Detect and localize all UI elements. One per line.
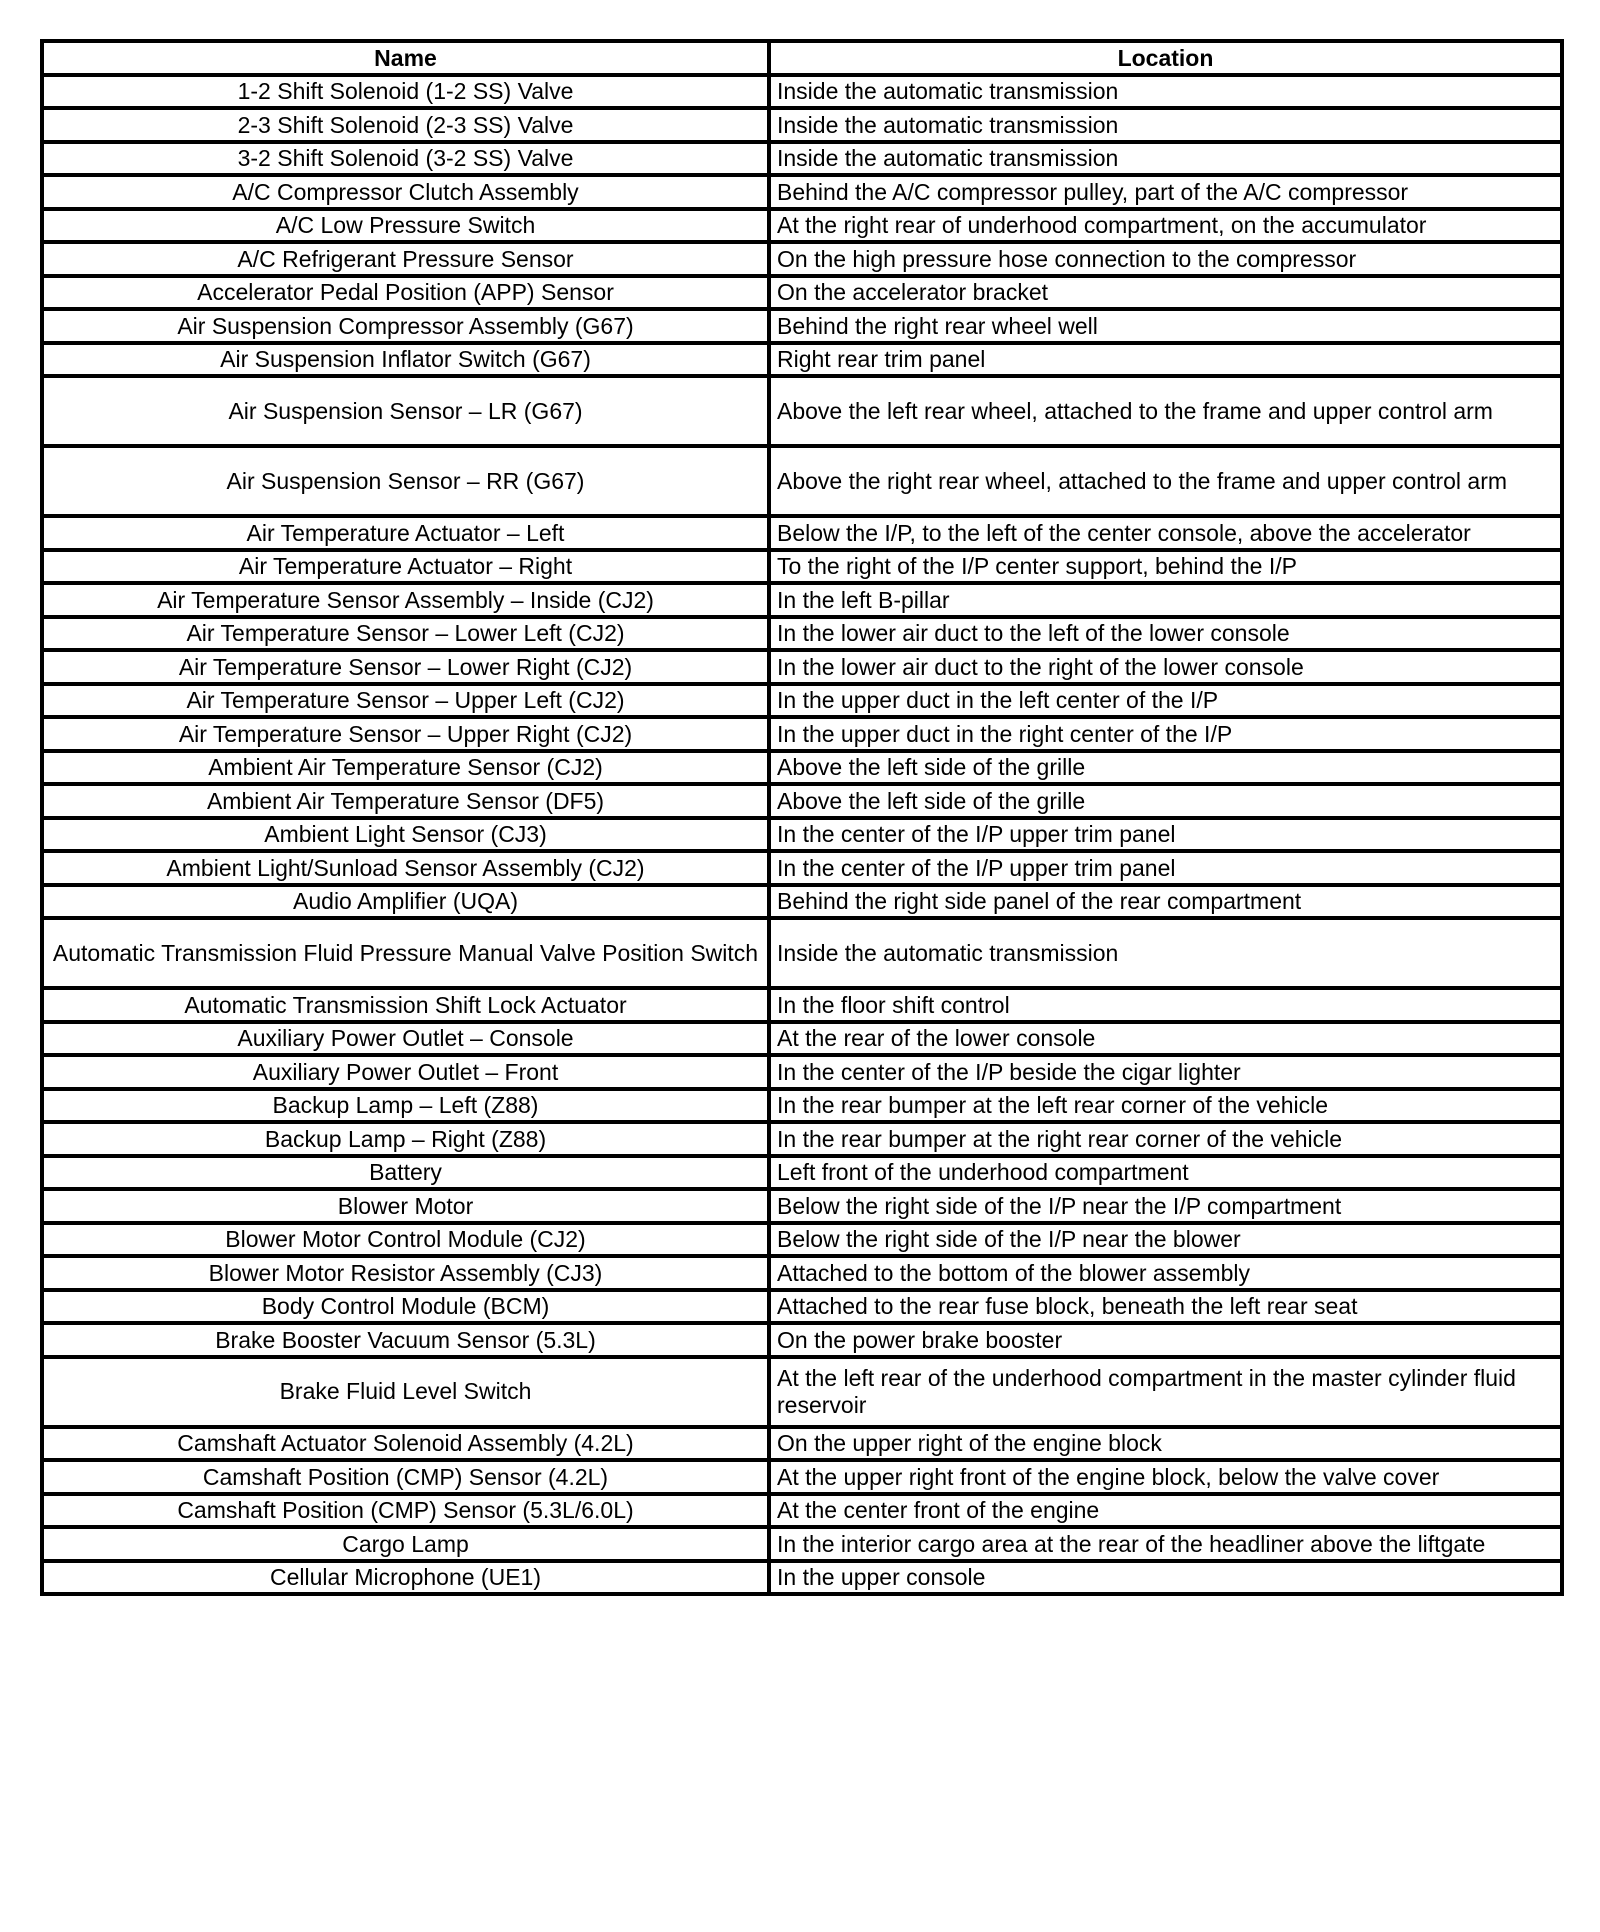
component-location-cell: Right rear trim panel <box>769 343 1562 377</box>
component-name-cell: Camshaft Position (CMP) Sensor (4.2L) <box>42 1460 769 1494</box>
table-row <box>42 1223 1562 1257</box>
component-location-cell: On the high pressure hose connection to the compressor <box>769 242 1562 276</box>
component-name-cell: Air Suspension Inflator Switch (G67) <box>42 343 769 377</box>
table-row <box>42 142 1562 176</box>
table-row <box>42 75 1562 109</box>
column-header-name: Name <box>42 41 769 75</box>
column-header-location: Location <box>769 41 1562 75</box>
component-location-cell: Attached to the rear fuse block, beneath the left rear seat <box>769 1290 1562 1324</box>
component-name-cell: Backup Lamp – Right (Z88) <box>42 1122 769 1156</box>
component-name-cell: Ambient Air Temperature Sensor (CJ2) <box>42 751 769 785</box>
component-name-cell: Air Temperature Sensor – Upper Left (CJ2) <box>42 684 769 718</box>
component-name-cell: Ambient Air Temperature Sensor (DF5) <box>42 784 769 818</box>
table-row <box>42 684 1562 718</box>
table-row <box>42 376 1562 446</box>
component-location-table <box>40 39 1564 1596</box>
table-row <box>42 516 1562 550</box>
table-row <box>42 751 1562 785</box>
component-location-cell: In the upper console <box>769 1561 1562 1595</box>
component-location-cell: In the center of the I/P upper trim panel <box>769 851 1562 885</box>
table-row <box>42 1494 1562 1528</box>
table-row <box>42 1156 1562 1190</box>
table-row <box>42 1189 1562 1223</box>
component-location-cell: On the accelerator bracket <box>769 276 1562 310</box>
component-name-cell: Ambient Light Sensor (CJ3) <box>42 818 769 852</box>
table-row <box>42 1357 1562 1427</box>
table-row <box>42 851 1562 885</box>
table-row <box>42 1527 1562 1561</box>
table-row <box>42 1561 1562 1595</box>
table-row <box>42 242 1562 276</box>
component-name-cell: Automatic Transmission Shift Lock Actuator <box>42 988 769 1022</box>
component-location-cell: In the center of the I/P beside the cigar lighter <box>769 1055 1562 1089</box>
component-location-cell: In the lower air duct to the right of the lower console <box>769 650 1562 684</box>
table-row <box>42 784 1562 818</box>
component-location-cell: At the right rear of underhood compartment, on the accumulator <box>769 209 1562 243</box>
table-row <box>42 717 1562 751</box>
component-name-cell: Air Suspension Compressor Assembly (G67) <box>42 309 769 343</box>
table-row <box>42 818 1562 852</box>
component-name-cell: Backup Lamp – Left (Z88) <box>42 1089 769 1123</box>
component-name-cell: Automatic Transmission Fluid Pressure Manual Valve Position Switch <box>42 918 769 988</box>
component-name-cell: Camshaft Actuator Solenoid Assembly (4.2L) <box>42 1427 769 1461</box>
table-row <box>42 918 1562 988</box>
component-name-cell: Air Temperature Sensor Assembly – Inside (CJ2) <box>42 583 769 617</box>
component-name-cell: Air Temperature Actuator – Left <box>42 516 769 550</box>
component-name-cell: 3-2 Shift Solenoid (3-2 SS) Valve <box>42 142 769 176</box>
component-location-cell: Below the right side of the I/P near the blower <box>769 1223 1562 1257</box>
component-location-cell: In the center of the I/P upper trim panel <box>769 818 1562 852</box>
table-row <box>42 1022 1562 1056</box>
component-location-cell: At the rear of the lower console <box>769 1022 1562 1056</box>
component-location-cell: Attached to the bottom of the blower assembly <box>769 1256 1562 1290</box>
component-name-cell: Air Temperature Sensor – Upper Right (CJ2) <box>42 717 769 751</box>
component-name-cell: Blower Motor <box>42 1189 769 1223</box>
component-location-cell: To the right of the I/P center support, behind the I/P <box>769 550 1562 584</box>
table-row <box>42 209 1562 243</box>
table-row <box>42 343 1562 377</box>
component-name-cell: Audio Amplifier (UQA) <box>42 885 769 919</box>
component-location-cell: Left front of the underhood compartment <box>769 1156 1562 1190</box>
table-row <box>42 276 1562 310</box>
component-location-cell: Inside the automatic transmission <box>769 75 1562 109</box>
component-name-cell: Battery <box>42 1156 769 1190</box>
table-row <box>42 988 1562 1022</box>
component-name-cell: Cellular Microphone (UE1) <box>42 1561 769 1595</box>
component-location-cell: In the rear bumper at the left rear corner of the vehicle <box>769 1089 1562 1123</box>
component-location-cell: Behind the right rear wheel well <box>769 309 1562 343</box>
component-name-cell: A/C Compressor Clutch Assembly <box>42 175 769 209</box>
component-location-cell: Above the right rear wheel, attached to the frame and upper control arm <box>769 446 1562 516</box>
table-row <box>42 617 1562 651</box>
component-location-cell: Above the left side of the grille <box>769 784 1562 818</box>
component-location-cell: In the upper duct in the left center of the I/P <box>769 684 1562 718</box>
component-name-cell: A/C Refrigerant Pressure Sensor <box>42 242 769 276</box>
component-name-cell: Blower Motor Resistor Assembly (CJ3) <box>42 1256 769 1290</box>
component-name-cell: 2-3 Shift Solenoid (2-3 SS) Valve <box>42 108 769 142</box>
component-location-cell: In the lower air duct to the left of the lower console <box>769 617 1562 651</box>
component-name-cell: Ambient Light/Sunload Sensor Assembly (CJ2) <box>42 851 769 885</box>
component-location-cell: Inside the automatic transmission <box>769 142 1562 176</box>
component-location-cell: At the upper right front of the engine block, below the valve cover <box>769 1460 1562 1494</box>
table-row <box>42 108 1562 142</box>
table-row <box>42 1089 1562 1123</box>
component-name-cell: Accelerator Pedal Position (APP) Sensor <box>42 276 769 310</box>
table-row <box>42 1460 1562 1494</box>
component-name-cell: Camshaft Position (CMP) Sensor (5.3L/6.0L) <box>42 1494 769 1528</box>
component-name-cell: Cargo Lamp <box>42 1527 769 1561</box>
component-name-cell: Blower Motor Control Module (CJ2) <box>42 1223 769 1257</box>
component-location-cell: Below the I/P, to the left of the center console, above the accelerator <box>769 516 1562 550</box>
component-name-cell: Air Temperature Actuator – Right <box>42 550 769 584</box>
component-name-cell: Air Temperature Sensor – Lower Right (CJ2) <box>42 650 769 684</box>
table-row <box>42 550 1562 584</box>
table-row <box>42 1055 1562 1089</box>
component-location-cell: Inside the automatic transmission <box>769 108 1562 142</box>
table-body <box>42 75 1562 1595</box>
component-location-cell: On the upper right of the engine block <box>769 1427 1562 1461</box>
component-location-cell: At the center front of the engine <box>769 1494 1562 1528</box>
component-name-cell: Air Temperature Sensor – Lower Left (CJ2) <box>42 617 769 651</box>
component-location-cell: In the upper duct in the right center of the I/P <box>769 717 1562 751</box>
component-name-cell: 1-2 Shift Solenoid (1-2 SS) Valve <box>42 75 769 109</box>
component-location-cell: In the rear bumper at the right rear corner of the vehicle <box>769 1122 1562 1156</box>
component-location-cell: In the floor shift control <box>769 988 1562 1022</box>
component-name-cell: Auxiliary Power Outlet – Front <box>42 1055 769 1089</box>
component-location-cell: In the left B-pillar <box>769 583 1562 617</box>
component-location-cell: At the left rear of the underhood compartment in the master cylinder fluid reservoir <box>769 1357 1562 1427</box>
component-name-cell: Air Suspension Sensor – RR (G67) <box>42 446 769 516</box>
header-row <box>42 41 1562 75</box>
table-row <box>42 650 1562 684</box>
component-name-cell: Body Control Module (BCM) <box>42 1290 769 1324</box>
component-name-cell: Air Suspension Sensor – LR (G67) <box>42 376 769 446</box>
table-row <box>42 583 1562 617</box>
table-row <box>42 175 1562 209</box>
component-location-cell: Above the left side of the grille <box>769 751 1562 785</box>
table-row <box>42 309 1562 343</box>
component-location-cell: On the power brake booster <box>769 1323 1562 1357</box>
component-name-cell: Auxiliary Power Outlet – Console <box>42 1022 769 1056</box>
component-name-cell: Brake Booster Vacuum Sensor (5.3L) <box>42 1323 769 1357</box>
component-location-cell: Behind the right side panel of the rear compartment <box>769 885 1562 919</box>
component-location-cell: Above the left rear wheel, attached to the frame and upper control arm <box>769 376 1562 446</box>
table-row <box>42 446 1562 516</box>
table-row <box>42 885 1562 919</box>
table-row <box>42 1122 1562 1156</box>
component-name-cell: A/C Low Pressure Switch <box>42 209 769 243</box>
table-row <box>42 1290 1562 1324</box>
table-row <box>42 1256 1562 1290</box>
table-row <box>42 1427 1562 1461</box>
component-location-cell: In the interior cargo area at the rear of the headliner above the liftgate <box>769 1527 1562 1561</box>
component-location-cell: Inside the automatic transmission <box>769 918 1562 988</box>
component-location-cell: Below the right side of the I/P near the I/P compartment <box>769 1189 1562 1223</box>
component-location-cell: Behind the A/C compressor pulley, part of the A/C compressor <box>769 175 1562 209</box>
table-row <box>42 1323 1562 1357</box>
component-name-cell: Brake Fluid Level Switch <box>42 1357 769 1427</box>
